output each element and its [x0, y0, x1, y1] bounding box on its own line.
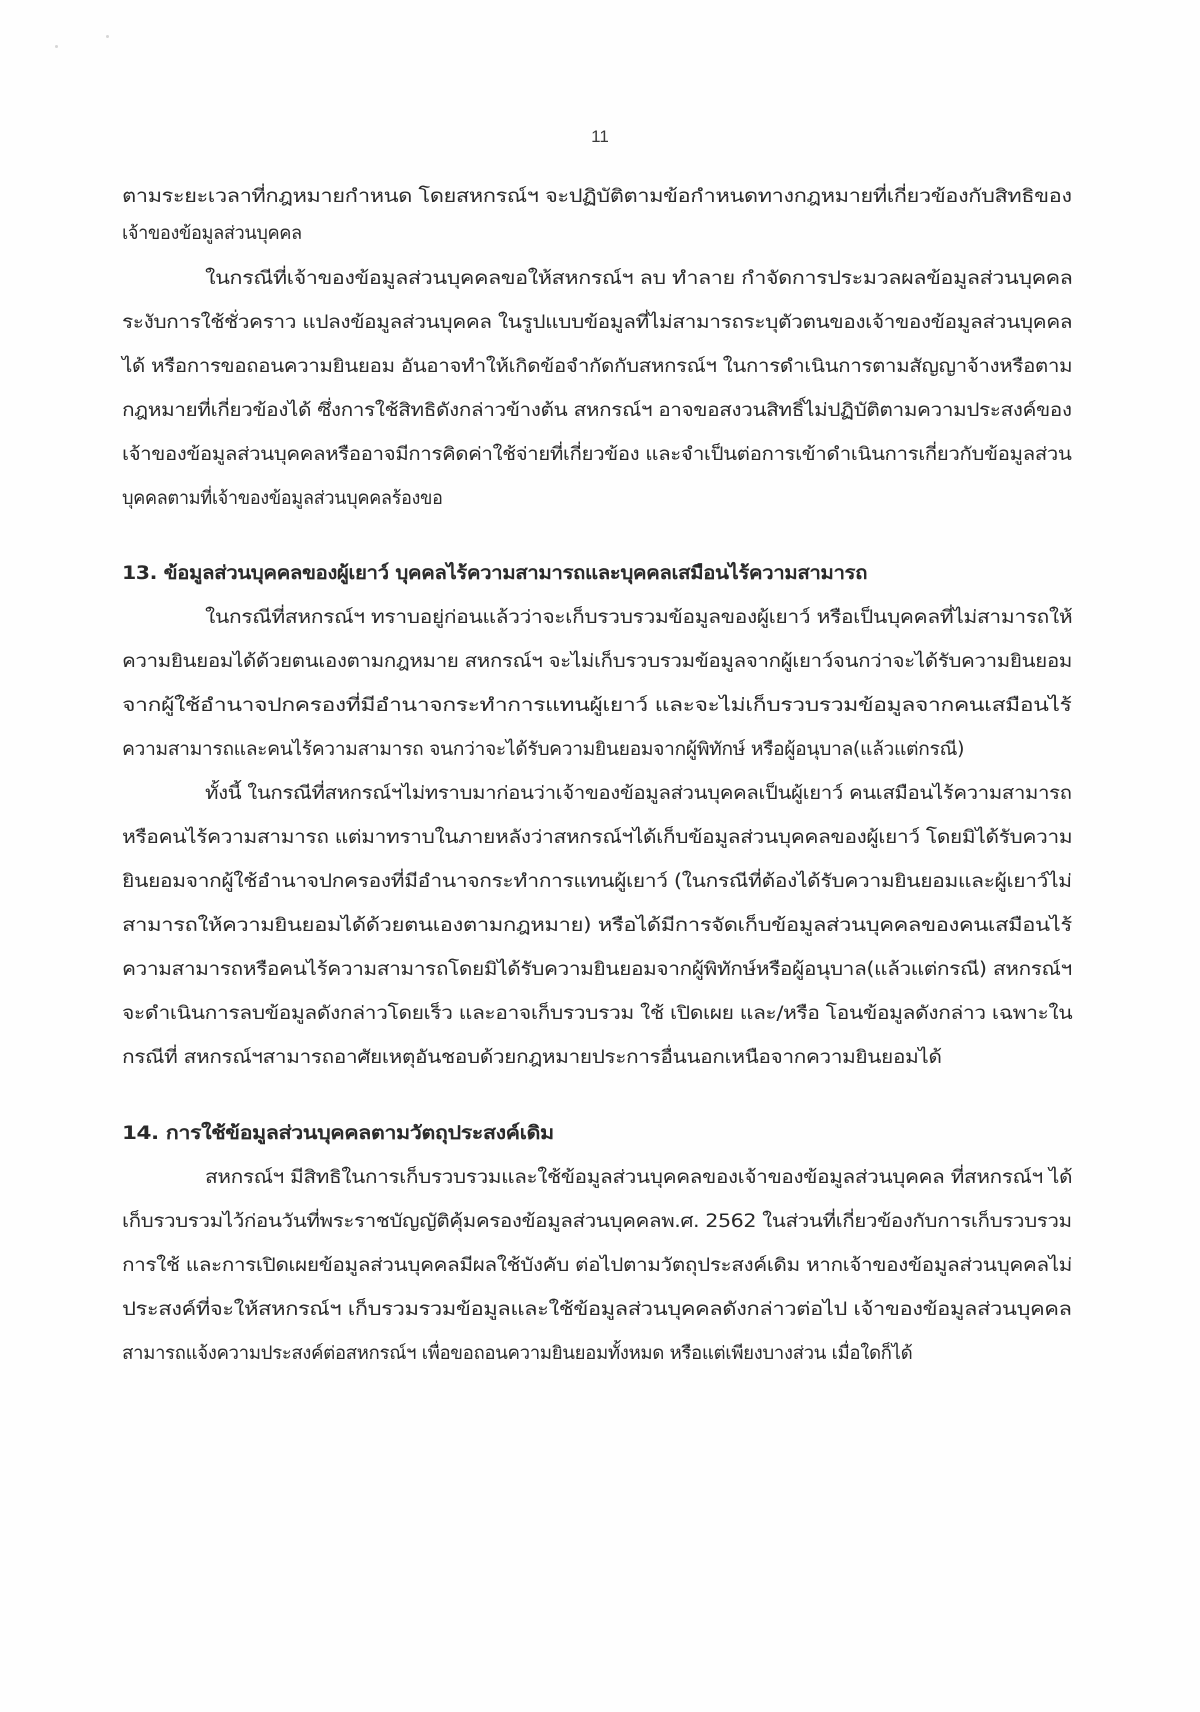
paragraph-line: เก็บรวบรวมไว้ก่อนวันที่พระราชบัญญัติคุ้มครองข้อมูลส่วนบุคคลพ.ศ. 2562 ในส่วนที่เกี่ยวข้องกับการเก็บรวบรวม — [122, 1211, 1072, 1232]
scan-speck — [55, 45, 58, 48]
paragraph-line: กฎหมายที่เกี่ยวข้องได้ ซึ่งการใช้สิทธิดังกล่าวข้างต้น สหกรณ์ฯ อาจขอสงวนสิทธิ์ไม่ปฏิบัติตามความประสงค์ของ — [122, 400, 1072, 421]
paragraph-line: ได้ หรือการขอถอนความยินยอม อันอาจทำให้เกิดข้อจำกัดกับสหกรณ์ฯ ในการดำเนินการตามสัญญาจ้างหรือตาม — [122, 356, 1073, 377]
section-heading: 14. การใช้ข้อมูลส่วนบุคคลตามวัตถุประสงค์เดิม — [122, 1123, 554, 1144]
paragraph-line: ทั้งนี้ ในกรณีที่สหกรณ์ฯไม่ทราบมาก่อนว่าเจ้าของข้อมูลส่วนบุคคลเป็นผู้เยาว์ คนเสมือนไร้ความสามารถ — [205, 783, 1072, 804]
paragraph-line: ตามระยะเวลาที่กฎหมายกำหนด โดยสหกรณ์ฯ จะปฏิบัติตามข้อกำหนดทางกฎหมายที่เกี่ยวข้องกับสิทธิของ — [122, 186, 1072, 207]
page-number: 11 — [591, 127, 609, 146]
paragraph-line: เจ้าของข้อมูลส่วนบุคคลหรืออาจมีการคิดค่าใช้จ่ายที่เกี่ยวข้อง และจำเป็นต่อการเข้าดำเนินการเกี่ยวกับข้อมูลส่วน — [122, 444, 1072, 465]
paragraph-line: ความสามารถหรือคนไร้ความสามารถโดยมิได้รับความยินยอมจากผู้พิทักษ์หรือผู้อนุบาล(แล้วแต่กรณี) สหกรณ์ฯ — [122, 959, 1072, 980]
paragraph-line: เจ้าของข้อมูลส่วนบุคคล — [122, 223, 302, 244]
paragraph-line: การใช้ และการเปิดเผยข้อมูลส่วนบุคคลมีผลใช้บังคับ ต่อไปตามวัตถุประสงค์เดิม หากเจ้าของข้อมูลส่วนบุคคลไม่ — [122, 1255, 1072, 1276]
scan-speck — [106, 35, 109, 38]
paragraph-line: ในกรณีที่เจ้าของข้อมูลส่วนบุคคลขอให้สหกรณ์ฯ ลบ ทำลาย กำจัดการประมวลผลข้อมูลส่วนบุคคล — [205, 268, 1073, 289]
paragraph-line: ยินยอมจากผู้ใช้อำนาจปกครองที่มีอำนาจกระทำการแทนผู้เยาว์ (ในกรณีที่ต้องได้รับความยินยอมและผู้เยาว์ไม่ — [122, 871, 1072, 892]
paragraph-line: ความยินยอมได้ด้วยตนเองตามกฎหมาย สหกรณ์ฯ จะไม่เก็บรวบรวมข้อมูลจากผู้เยาว์จนกว่าจะได้รับความยินยอม — [122, 651, 1072, 672]
paragraph-line: ระงับการใช้ชั่วคราว แปลงข้อมูลส่วนบุคคล ในรูปแบบข้อมูลที่ไม่สามารถระบุตัวตนของเจ้าของข้อมูลส่วนบุคคล — [122, 312, 1073, 333]
section-heading: 13. ข้อมูลส่วนบุคคลของผู้เยาว์ บุคคลไร้ความสามารถและบุคคลเสมือนไร้ความสามารถ — [122, 563, 868, 584]
paragraph-line: สามารถให้ความยินยอมได้ด้วยตนเองตามกฎหมาย) หรือได้มีการจัดเก็บข้อมูลส่วนบุคคลของคนเสมือนไร้ — [122, 915, 1072, 936]
paragraph-line: ความสามารถและคนไร้ความสามารถ จนกว่าจะได้รับความยินยอมจากผู้พิทักษ์ หรือผู้อนุบาล(แล้วแต่กรณี) — [122, 739, 965, 760]
paragraph-line: ในกรณีที่สหกรณ์ฯ ทราบอยู่ก่อนแล้วว่าจะเก็บรวบรวมข้อมูลของผู้เยาว์ หรือเป็นบุคคลที่ไม่สามารถให้ — [205, 607, 1073, 628]
paragraph-line: จากผู้ใช้อำนาจปกครองที่มีอำนาจกระทำการแทนผู้เยาว์ และจะไม่เก็บรวบรวมข้อมูลจากคนเสมือนไร้ — [122, 695, 1072, 716]
paragraph-line: กรณีที่ สหกรณ์ฯสามารถอาศัยเหตุอันชอบด้วยกฎหมายประการอื่นนอกเหนือจากความยินยอมได้ — [122, 1047, 942, 1068]
paragraph-line: บุคคลตามที่เจ้าของข้อมูลส่วนบุคคลร้องขอ — [122, 488, 443, 509]
paragraph-line: สหกรณ์ฯ มีสิทธิในการเก็บรวบรวมและใช้ข้อมูลส่วนบุคคลของเจ้าของข้อมูลส่วนบุคคล ที่สหกรณ์ฯ ได้ — [205, 1167, 1073, 1188]
paragraph-line: จะดำเนินการลบข้อมูลดังกล่าวโดยเร็ว และอาจเก็บรวบรวม ใช้ เปิดเผย และ/หรือ โอนข้อมูลดังกล่าว เฉพาะใน — [122, 1003, 1073, 1024]
paragraph-line: หรือคนไร้ความสามารถ แต่มาทราบในภายหลังว่าสหกรณ์ฯได้เก็บข้อมูลส่วนบุคคลของผู้เยาว์ โดยมิได้รับความ — [122, 827, 1073, 848]
paragraph-line: สามารถแจ้งความประสงค์ต่อสหกรณ์ฯ เพื่อขอถอนความยินยอมทั้งหมด หรือแต่เพียงบางส่วน เมื่อใดก็ได้ — [122, 1343, 913, 1364]
paragraph-line: ประสงค์ที่จะให้สหกรณ์ฯ เก็บรวมรวมข้อมูลและใช้ข้อมูลส่วนบุคคลดังกล่าวต่อไป เจ้าของข้อมูลส่วนบุคคล — [122, 1299, 1072, 1320]
